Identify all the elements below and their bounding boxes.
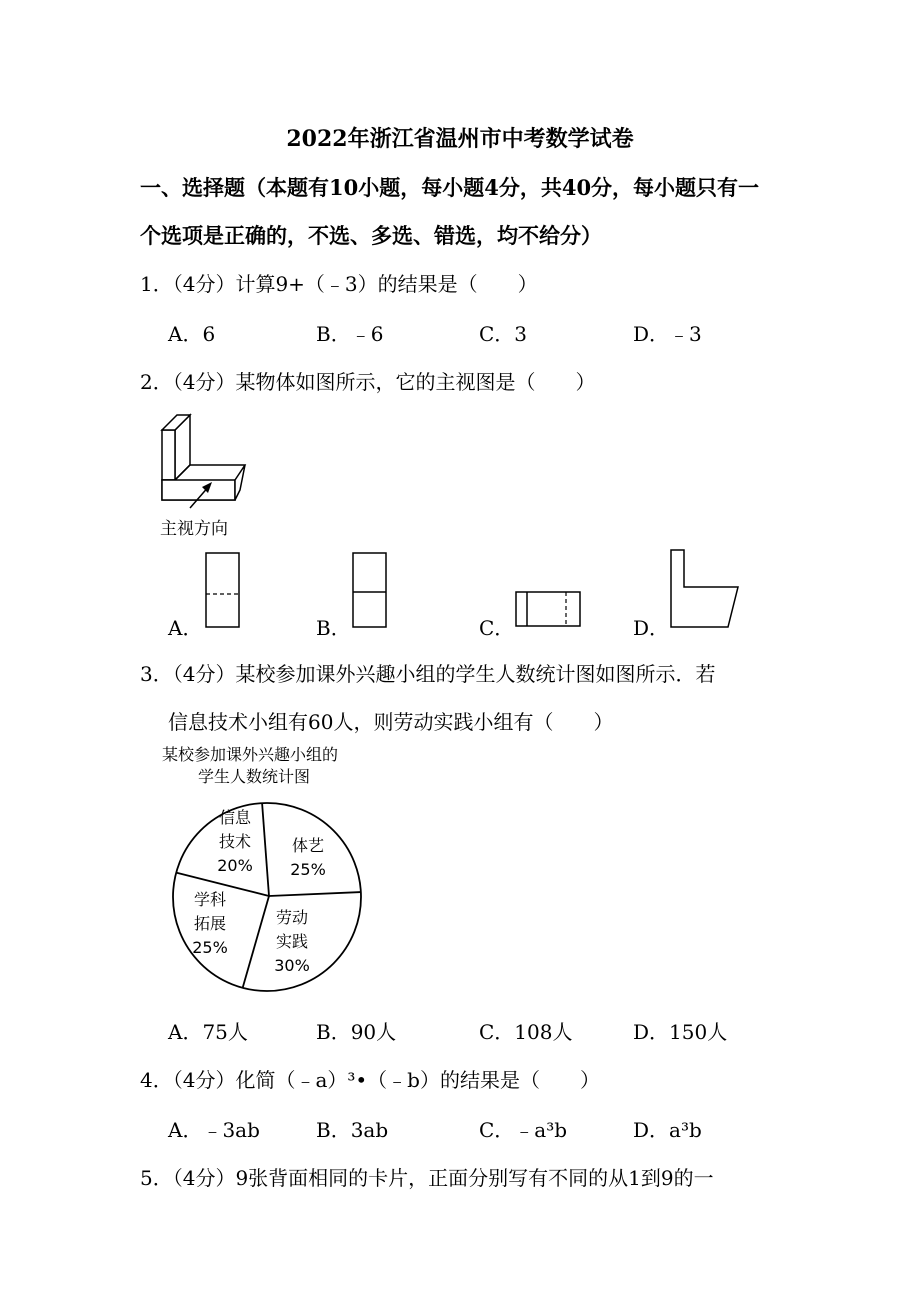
q1-option-a: A．6 <box>168 322 216 346</box>
pie-slice-percent: 20% <box>217 856 253 875</box>
q2-option-b-figure <box>352 552 388 630</box>
pie-slice-percent: 25% <box>290 860 326 879</box>
pie-slice-percent: 25% <box>192 938 228 957</box>
q4-option-c: C．﹣a³b <box>479 1118 568 1142</box>
q1-option-c: C．3 <box>479 322 528 346</box>
pie-slice-label: 实践 <box>275 932 309 951</box>
q2-option-a-label: A． <box>168 616 203 640</box>
q4-option-a: A．﹣3ab <box>168 1118 260 1142</box>
question-2-stem: 2．（4分）某物体如图所示，它的主视图是（ ） <box>140 370 596 394</box>
question-3-stem-line1: 3．（4分）某校参加课外兴趣小组的学生人数统计图如图所示．若 <box>140 662 716 686</box>
q2-option-d-label: D． <box>633 616 670 640</box>
question-3-stem-line2: 信息技术小组有60人，则劳动实践小组有（ ） <box>168 710 614 734</box>
pie-chart <box>160 795 400 1005</box>
q4-option-d: D．a³b <box>633 1118 702 1142</box>
pie-slice-label: 体艺 <box>291 836 325 855</box>
pie-slice-label: 学科 <box>193 890 227 909</box>
q2-option-c-figure <box>515 591 583 629</box>
chart-title-line2: 学生人数统计图 <box>198 767 311 786</box>
chart-title-line1: 某校参加课外兴趣小组的 <box>162 745 339 764</box>
pie-slice-label: 技术 <box>218 832 252 851</box>
q3-option-c: C．108人 <box>479 1020 573 1044</box>
pie-slice-label: 信息 <box>218 808 252 827</box>
q2-option-d-figure <box>670 549 742 631</box>
q1-option-b: B．﹣6 <box>316 322 384 346</box>
question-4-stem: 4．（4分）化简（﹣a）³•（﹣b）的结果是（ ） <box>140 1068 600 1092</box>
q2-option-b-label: B． <box>316 616 351 640</box>
q2-option-c-label: C． <box>479 616 515 640</box>
q2-view-direction-label: 主视方向 <box>160 519 228 539</box>
q3-option-d: D．150人 <box>633 1020 728 1044</box>
q3-option-b: B．90人 <box>316 1020 397 1044</box>
pie-slice-label: 拓展 <box>193 914 227 933</box>
q4-option-b: B．3ab <box>316 1118 389 1142</box>
question-1-stem: 1．（4分）计算9+（﹣3）的结果是（ ） <box>140 272 538 296</box>
q2-option-a-figure <box>205 552 241 630</box>
pie-slice-percent: 30% <box>274 956 310 975</box>
question-5-stem: 5．（4分）9张背面相同的卡片，正面分别写有不同的从1到9的一 <box>140 1166 714 1190</box>
q3-option-a: A．75人 <box>168 1020 248 1044</box>
page-title: 2022年浙江省温州市中考数学试卷 <box>286 126 634 152</box>
section-heading-line2: 个选项是正确的，不选、多选、错选，均不给分） <box>140 223 602 248</box>
pie-slice-label: 劳动 <box>275 908 309 927</box>
q1-option-d: D．﹣3 <box>633 322 702 346</box>
section-heading-line1: 一、选择题（本题有10小题，每小题4分，共40分，每小题只有一 <box>140 175 760 200</box>
